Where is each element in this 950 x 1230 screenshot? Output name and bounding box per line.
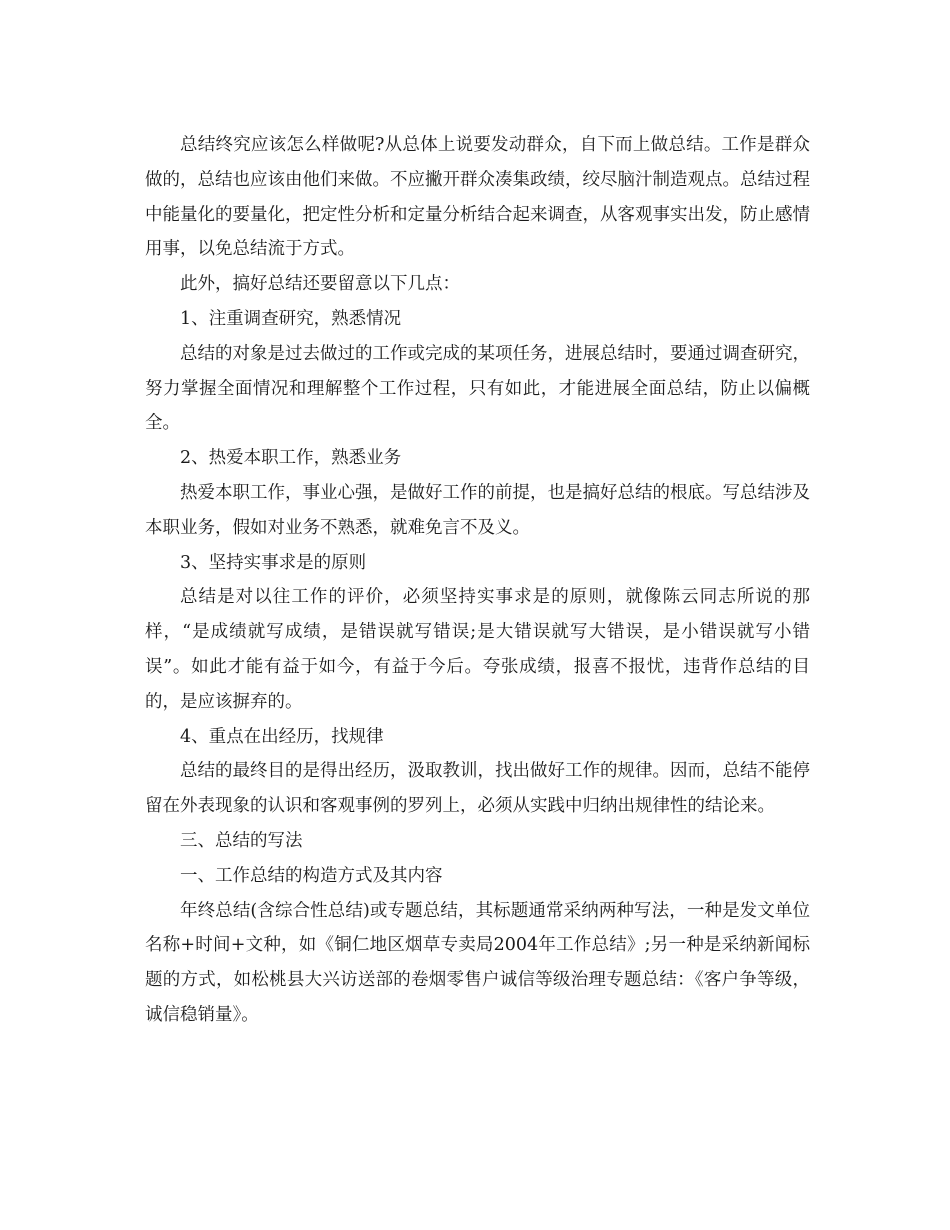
document-body — [145, 128, 810, 1033]
section-heading-writing: 三、总结的写法 — [180, 830, 303, 851]
paragraph-point-3: 总结是对以往工作的评价，必须坚持实事求是的原则，就像陈云同志所说的那样，“是成绩就写成绩，是错误就写错误;是大错误就写大错误，是小错误就写小错误”。如此才能有益于如今，有益于今后。夸张成绩，报喜不报忧，违背作总结的目的，是应该摒弃的。 — [145, 587, 810, 712]
subsection-heading-structure: 一、工作总结的构造方式及其内容 — [180, 865, 443, 886]
paragraph-additional-points: 此外，搞好总结还要留意以下几点： — [180, 274, 460, 295]
paragraph-point-2: 热爱本职工作，事业心强，是做好工作的前提，也是搞好总结的根底。写总结涉及本职业务，假如对业务不熟悉，就难免言不及义。 — [145, 482, 810, 538]
paragraph-point-1: 总结的对象是过去做过的工作或完成的某项任务，进展总结时，要通过调查研究，努力掌握全面情况和理解整个工作过程，只有如此，才能进展全面总结，防止以偏概全。 — [145, 343, 810, 434]
heading-point-3: 3、坚持实事求是的原则 — [180, 552, 367, 573]
paragraph-method-intro: 总结终究应该怎么样做呢?从总体上说要发动群众，自下而上做总结。工作是群众做的，总结也应该由他们来做。不应撇开群众凑集政绩，绞尽脑汁制造观点。总结过程中能量化的要量化，把定性分析和定量分析结合起来调查，从客观事实出发，防止感情用事，以免总结流于方式。 — [145, 135, 810, 260]
heading-point-1: 1、注重调查研究，熟悉情况 — [180, 308, 402, 329]
heading-point-2: 2、热爱本职工作，熟悉业务 — [180, 448, 402, 469]
paragraph-title-formats: 年终总结(含综合性总结)或专题总结，其标题通常采纳两种写法，一种是发文单位名称+时间+文种，如《铜仁地区烟草专卖局2004年工作总结》;另一种是采纳新闻标题的方式，如松桃县大兴访送部的卷烟零售户诚信等级治理专题总结：《客户争等级，诚信稳销量》。 — [145, 900, 810, 1025]
heading-point-4: 4、重点在出经历，找规律 — [180, 726, 384, 747]
paragraph-point-4: 总结的最终目的是得出经历，汲取教训，找出做好工作的规律。因而，总结不能停留在外表现象的认识和客观事例的罗列上，必须从实践中归纳出规律性的结论来。 — [145, 761, 810, 817]
